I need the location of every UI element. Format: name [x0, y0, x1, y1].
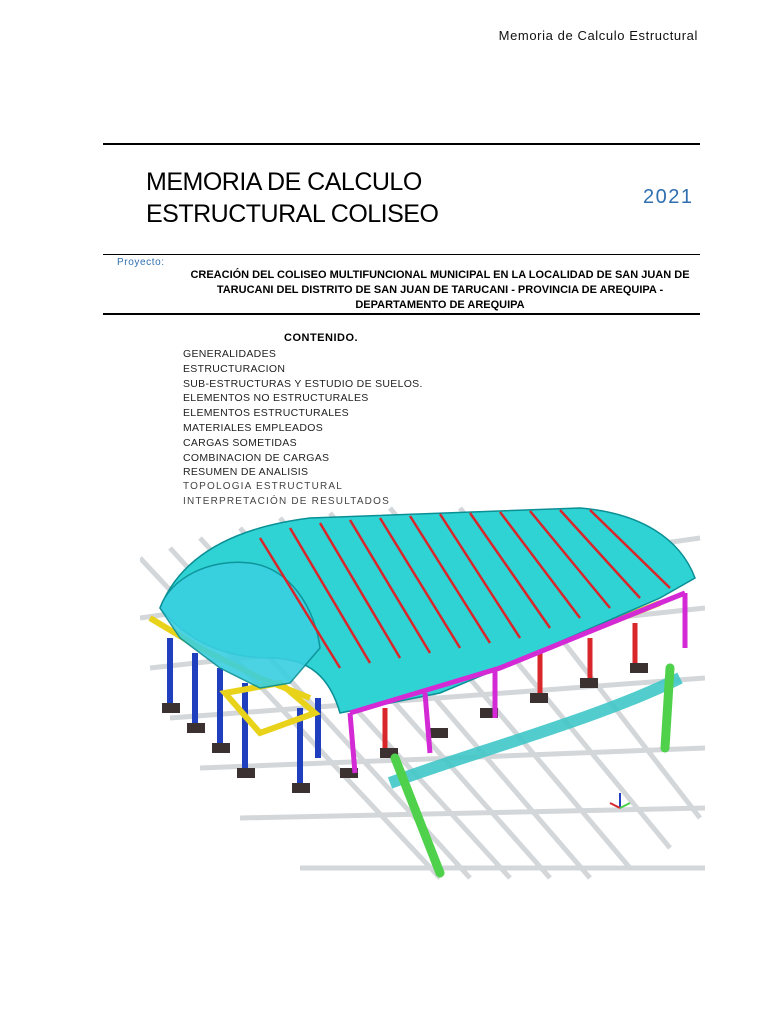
toc-item: ELEMENTOS NO ESTRUCTURALES — [183, 392, 369, 405]
toc-item: ELEMENTOS ESTRUCTURALES — [183, 407, 349, 420]
toc-item: INTERPRETACIÓN DE RESULTADOS — [183, 495, 390, 507]
toc-item: CARGAS SOMETIDAS — [183, 436, 297, 449]
document-year: 2021 — [643, 186, 694, 208]
title-line-2: ESTRUCTURAL COLISEO — [146, 200, 439, 228]
project-label: Proyecto: — [117, 257, 165, 268]
toc-item: TOPOLOGIA ESTRUCTURAL — [183, 481, 344, 493]
toc-item: GENERALIDADES — [183, 348, 277, 360]
contents-divider — [103, 313, 700, 315]
toc-item: MATERIALES EMPLEADOS — [183, 421, 324, 434]
structural-3d-model-illustration — [140, 498, 705, 898]
top-divider — [103, 143, 700, 145]
toc-item: COMBINACION DE CARGAS — [183, 451, 330, 464]
toc-item: ESTRUCTURACION — [183, 362, 286, 375]
document-title — [146, 166, 438, 230]
table-of-contents — [183, 347, 423, 510]
contents-heading: CONTENIDO. — [284, 332, 359, 344]
toc-item: RESUMEN DE ANALISIS — [183, 466, 309, 479]
project-divider — [103, 254, 700, 255]
title-line-1: MEMORIA DE CALCULO — [146, 168, 422, 196]
toc-item: SUB-ESTRUCTURAS Y ESTUDIO DE SUELOS. — [183, 377, 423, 390]
project-description: CREACIÓN DEL COLISEO MULTIFUNCIONAL MUNICIPAL EN LA LOCALIDAD DE SAN JUAN DE TARUCANI DEL DISTRITO DE SAN JUAN DE TARUCANI - PROVINCIA DE AREQUIPA - DEPARTAMENTO DE AREQUIPA — [190, 269, 690, 311]
running-header: Memoria de Calculo Estructural — [498, 28, 698, 43]
